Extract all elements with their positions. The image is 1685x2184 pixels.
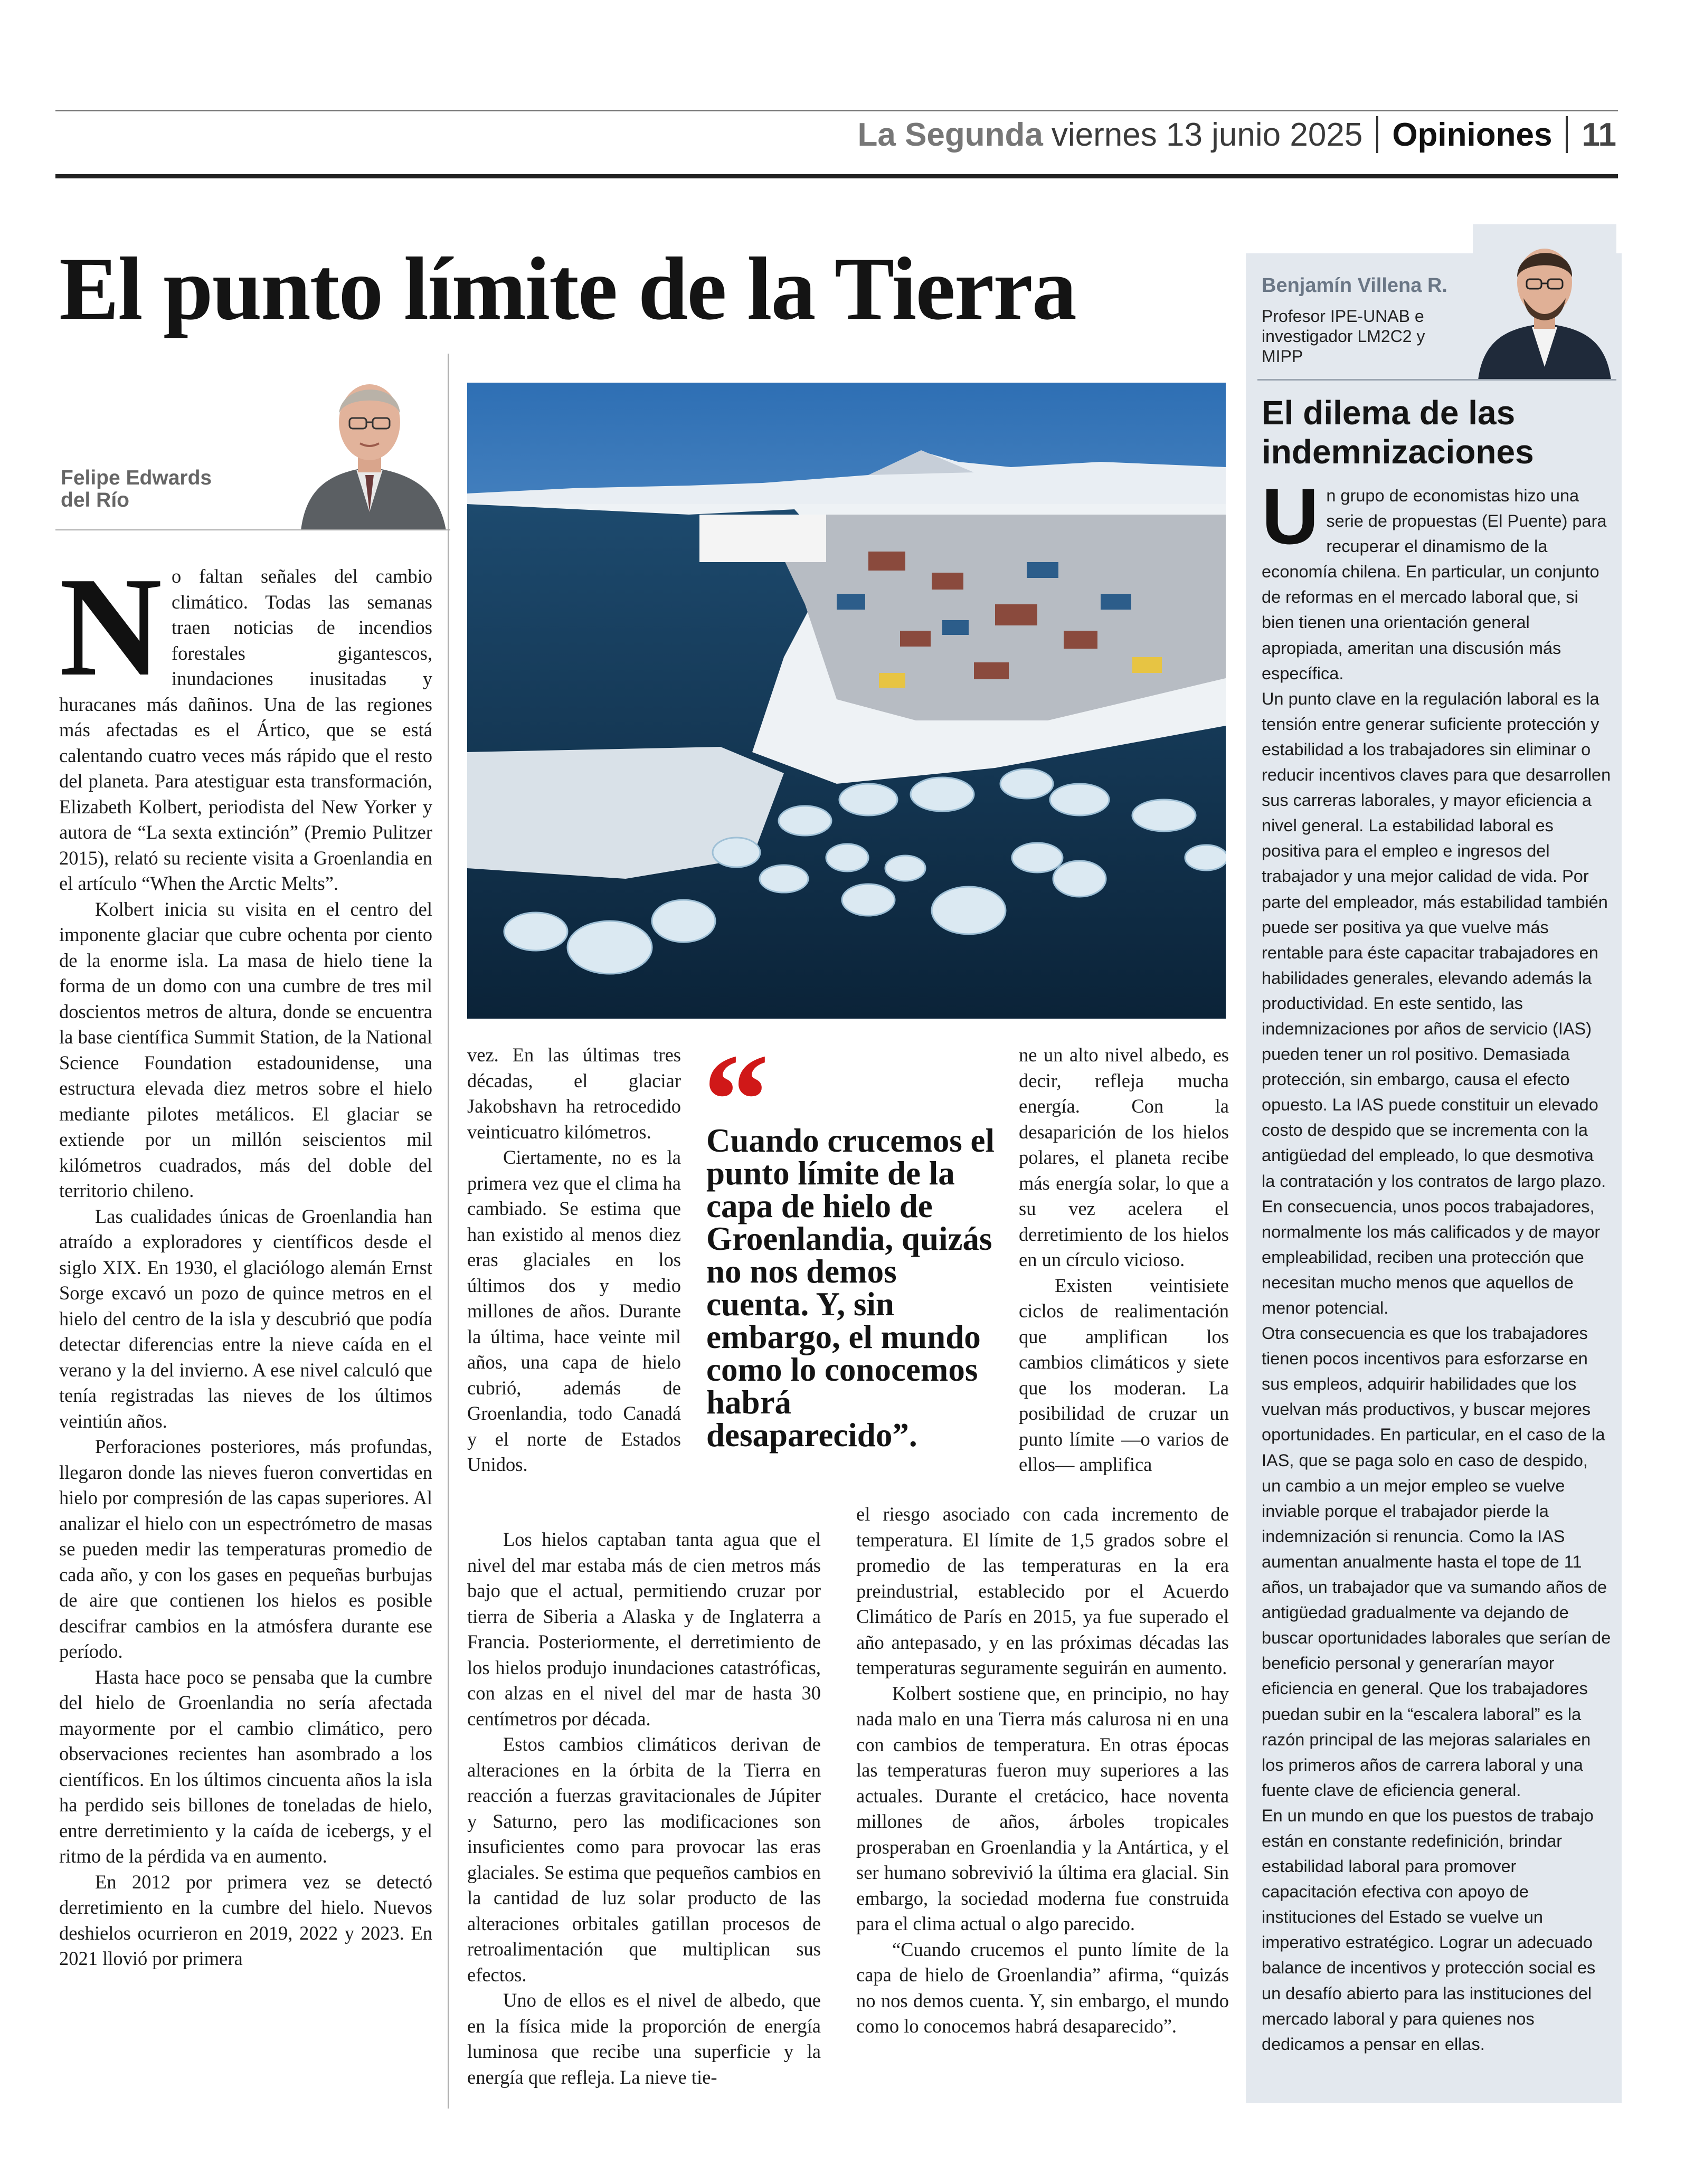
- article-paragraph: Los hielos captaban tanta agua que el nivel del mar estaba más de cien metros más bajo que el actual, permitiendo cruzar por tierra de Siberia a Alaska y de Inglaterra a Francia. Posteriormente, el derretimiento de los hielos produjo inundaciones catastróficas, con alzas en el nivel del mar de hasta 30 centímetros por década.: [467, 1528, 821, 1730]
- sidebar-body: [1262, 472, 1611, 2057]
- article-author: Felipe Edwards del Río: [61, 467, 212, 511]
- header-divider: [1566, 116, 1568, 153]
- sidebar-paragraph: Otra consecuencia es que los trabajadores tienen pocos incentivos para esforzarse en sus empleos, adquirir habilidades que los vuelvan más productivos, y buscar mejores oportunidades. En particular, en el caso de la IAS, que se paga solo en caso de despido, un cambio a un mejor empleo se vuelve inviable porque el trabajador pierde la indemnización si renuncia. Como la IAS aumentan anualmente hasta el tope de 11 años, un trabajador que va sumando años de antigüedad gradualmente va dejando de buscar oportunidades laborales que serían de beneficio personal y generarían mayor eficiencia en general. Que los trabajadores puedan subir en la “escalera laboral” es la razón principal de las mejoras salariales en los primeros años de carrera laboral y una fuente clave de eficiencia general.: [1262, 1324, 1611, 1800]
- article-paragraph: Estos cambios climáticos derivan de alteraciones en la órbita de la Tierra en reacción a fuerzas gravitacionales de Júpiter y Saturno, pero las modificaciones son insuficientes como para provocar las eras glaciales. Se estima que pequeños cambios en la cantidad de luz solar producto de las alteraciones orbitales gatillan procesos de retroalimentación que multiplican sus efectos.: [467, 1733, 821, 1986]
- header-divider: [1376, 116, 1378, 153]
- article-paragraph: vez. En las últimas tres décadas, el glaciar Jakobshavn ha retrocedido veinticuatro kilómetros.: [467, 1044, 681, 1143]
- article-column-3-lower: [856, 1502, 1229, 2039]
- publication-name: La Segunda: [857, 116, 1043, 153]
- article-paragraph: Kolbert sostiene que, en principio, no hay nada malo en una Tierra más calurosa ni en una con cambios de temperatura. En otras épocas las temperaturas fueron muy superiores a las actuales. Durante el cretácico, hace noventa millones de años, árboles tropicales prosperaban en Groenlandia y la Antártica, y el ser humano sobrevivió la última era glacial. Sin embargo, la sociedad moderna fue construida para el clima actual o algo parecido.: [856, 1682, 1229, 1934]
- quote-mark: “: [703, 1027, 769, 1173]
- article-paragraph: Kolbert inicia su visita en el centro del imponente glaciar que cubre ochenta por ciento de la enorme isla. La masa de hielo tiene la forma de un domo con una cumbre de tres mil doscientos metros de altura, donde se encuentra la base científica Summit Station, de la National Science Foundation estadounidense, una estructura elevada diez metros sobre el hielo mediante pilotes metálicos. El glaciar se extiende por un millón seiscientos mil kilómetros cuadrados, más del doble del territorio chileno.: [59, 898, 432, 1201]
- article-paragraph: “Cuando crucemos el punto límite de la capa de hielo de Groenlandia” afirma, “quizás no nos demos cuenta. Y, sin embargo, el mundo como lo conocemos habrá desaparecido”.: [856, 1938, 1229, 2037]
- article-paragraph: el riesgo asociado con cada incremento de temperatura. El límite de 1,5 grados sobre el promedio de las temperaturas en la era preindustrial, establecido por el Acuerdo Climático de París en 2015, ya fue superado el año antepasado, y en las próximas décadas las temperaturas seguramente seguirán en aumento.: [856, 1503, 1229, 1678]
- sidebar-author-role: Profesor IPE-UNAB e investigador LM2C2 y MIPP: [1262, 307, 1425, 366]
- sidebar-drop-cap: U: [1262, 472, 1319, 561]
- author-portrait: [290, 354, 449, 530]
- article-column-1: [59, 548, 432, 1972]
- page-number: 11: [1582, 116, 1616, 153]
- sidebar-paragraph: n grupo de economistas hizo una serie de propuestas (El Puente) para recuperar el dinamismo de la economía chilena. En particular, un conjunto de reformas en el mercado laboral que, si bien tienen una orientación general apropiada, ameritan una discusión más específica.: [1262, 486, 1607, 683]
- pull-quote: Cuando crucemos el punto límite de la capa de hielo de Groenlandia, quizás no nos demos cuenta. Y, sin embargo, el mundo como lo conocemos habrá desaparecido”.: [706, 1122, 995, 1454]
- article-column-2: [467, 1042, 681, 1478]
- sidebar-title: El dilema de las indemnizaciones: [1262, 394, 1534, 471]
- drop-cap: N: [59, 548, 162, 706]
- article-paragraph: Ciertamente, no es la primera vez que el clima ha cambiado. Se estima que han existido al menos diez eras glaciales en los últimos dos y medio millones de años. Durante la última, hace veinte mil años, una capa de hielo cubrió, además de Groenlandia, todo Canadá y el norte de Estados Unidos.: [467, 1146, 681, 1475]
- article-paragraph: En 2012 por primera vez se detectó derretimiento en la cumbre del hielo. Nuevos deshielos ocurrieron en 2019, 2022 y 2023. En 2021 llovió por primera: [59, 1870, 432, 1969]
- article-headline: El punto límite de la Tierra: [59, 239, 1076, 338]
- article-paragraph: ne un alto nivel albedo, es decir, refleja mucha energía. Con la desaparición de los hielos polares, el planeta recibe más energía solar, lo que a su vez acelera el derretimiento de los hielos en un círculo vicioso.: [1019, 1044, 1229, 1270]
- article-paragraph: Hasta hace poco se pensaba que la cumbre del hielo de Groenlandia no sería afectada mayormente por el cambio climático, pero observaciones recientes han asombrado a los científicos. En los últimos cincuenta años la isla ha perdido seis billones de toneladas de hielo, entre derretimiento y la caída de icebergs, y el ritmo de la pérdida va en aumento.: [59, 1666, 432, 1867]
- article-column-3: [1019, 1042, 1229, 1478]
- sidebar-author-portrait: [1473, 224, 1616, 380]
- article-paragraph: o faltan señales del cambio climático. Todas las semanas traen noticias de incendios forestales gigantescos, inundaciones inusitadas y huracanes más dañinos. Una de las regiones más afectadas es el Ártico, que se está calentando cuatro veces más rápido que el resto del planeta. Para atestiguar esta transformación, Elizabeth Kolbert, periodista del New Yorker y autora de “La sexta extinción” (Premio Pulitzer 2015), relató su reciente visita a Groenlandia en el artículo “When the Arctic Melts”.: [59, 565, 432, 894]
- issue-date: viernes 13 junio 2025: [1051, 116, 1363, 153]
- article-paragraph: Uno de ellos es el nivel de albedo, que en la física mide la proporción de energía luminosa que recibe una superficie y la energía que refleja. La nieve tie-: [467, 1989, 821, 2088]
- article-paragraph: Perforaciones posteriores, más profundas, llegaron donde las nieves fueron convertidas en hielo por compresión de las capas superiores. Al analizar el hielo con un espectrómetro de masas se pueden medir las temperaturas promedio de cada año, y con los gases en pequeñas burbujas de aire que contienen los hielos es posible descifrar cambios en la atmósfera durante ese período.: [59, 1436, 432, 1662]
- article-column-2-lower: [467, 1527, 821, 2090]
- sidebar-author: Benjamín Villena R.: [1262, 274, 1447, 297]
- greenland-harbor-photo: [467, 383, 1226, 1019]
- page-header: [857, 111, 1616, 158]
- sidebar-paragraph: En un mundo en que los puestos de trabajo están en constante redefinición, brindar estabilidad laboral para promover capacitación efectiva con apoyo de instituciones del Estado se vuelve un imperativo estratégico. Lograr un adecuado balance de incentivos y protección social es un desafío abierto para las instituciones del mercado laboral y para quienes nos dedicamos a pensar en ellas.: [1262, 1806, 1596, 2054]
- section-name: Opiniones: [1392, 116, 1553, 153]
- sidebar-paragraph: Un punto clave en la regulación laboral es la tensión entre generar suficiente protección y estabilidad a los trabajadores sin eliminar o reducir incentivos claves para que desarrollen sus carreras laborales, y mayor eficiencia a nivel general. La estabilidad laboral es positiva para el empleo e ingresos del trabajador y una mejor calidad de vida. Por parte del empleador, más estabilidad también puede ser positiva ya que vuelve más rentable para éste capacitar trabajadores en habilidades generales, elevando además la productividad. En este sentido, las indemnizaciones por años de servicio (IAS) pueden tener un rol positivo. Demasiada protección, sin embargo, causa el efecto opuesto. La IAS puede constituir un elevado costo de despido que se incrementa con la antigüedad del empleado, lo que desmotiva la contratación y los contratos de largo plazo. En consecuencia, unos pocos trabajadores, normalmente los más calificados y de mayor empleabilidad, reciben una protección que necesitan mucho menos que aquellos de menor potencial.: [1262, 689, 1611, 1317]
- article-paragraph: Las cualidades únicas de Groenlandia han atraído a exploradores y científicos desde el siglo XIX. En 1930, el glaciólogo alemán Ernst Sorge excavó un pozo de quince metros en el hielo del centro de la isla y descubrió que podía detectar diferencias entre la nieve caída en el verano y la del invierno. A ese nivel calculó que tenía registradas las nieves de los últimos veintiún años.: [59, 1205, 432, 1432]
- article-paragraph: Existen veintisiete ciclos de realimentación que amplifican los cambios climáticos y siete que los moderan. La posibilidad de cruzar un punto límite —o varios de ellos— amplifica: [1019, 1274, 1229, 1475]
